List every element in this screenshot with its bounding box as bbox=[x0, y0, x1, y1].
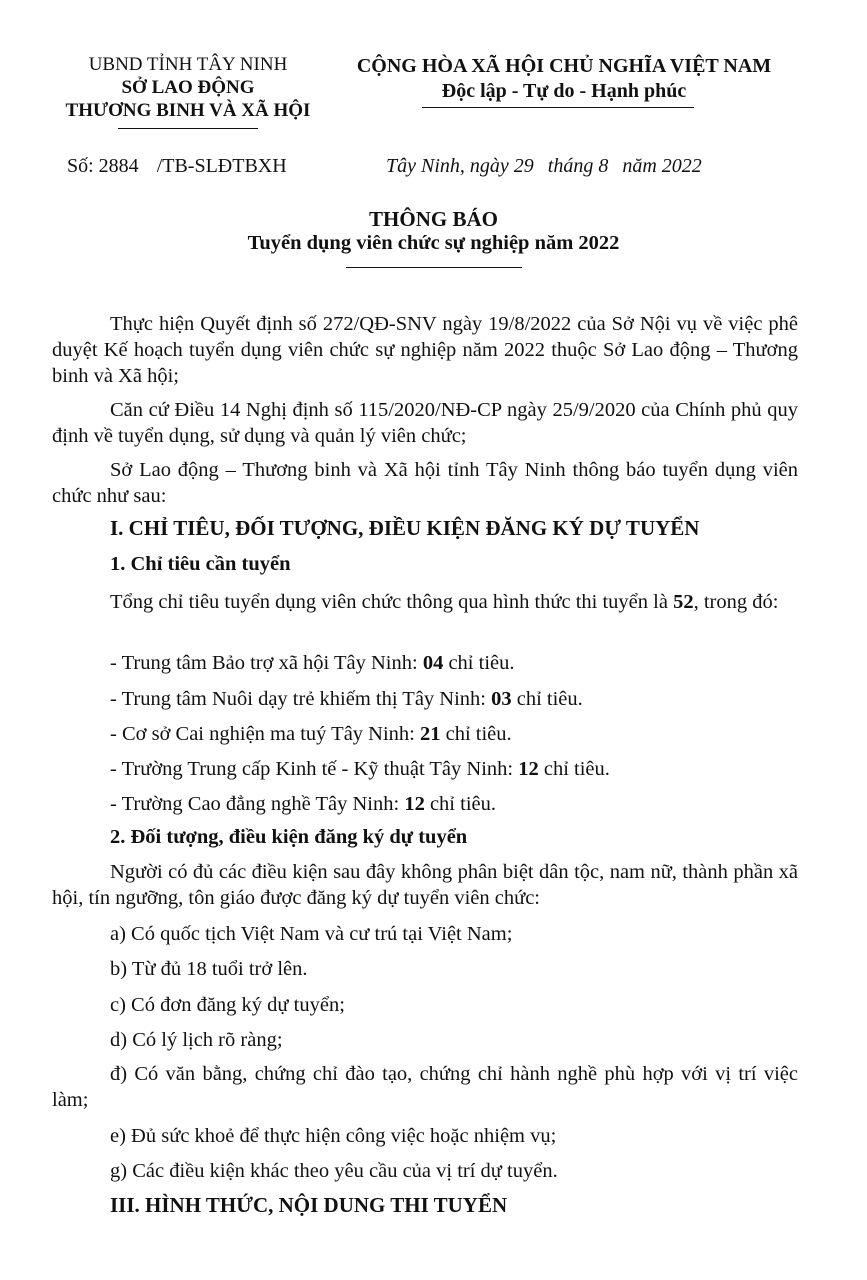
notice-subtitle: Tuyển dụng viên chức sự nghiệp năm 2022 bbox=[247, 232, 620, 254]
total-quota-value: 52 bbox=[673, 591, 694, 613]
agency-underline bbox=[118, 128, 258, 129]
section-3-heading: III. HÌNH THỨC, NỘI DUNG THI TUYỂN bbox=[110, 1193, 508, 1217]
intro-paragraph-1: Thực hiện Quyết định số 272/QĐ-SNV ngày 19/8/2022 của Sở Nội vụ về việc phê duyệt Kế hoạch tuyển dụng viên chức sự nghiệp năm 2022 thuộc Sở Lao động – Thương binh và Xã hội; bbox=[52, 313, 798, 387]
intro-paragraph-2: Căn cứ Điều 14 Nghị định số 115/2020/NĐ-CP ngày 25/9/2020 của Chính phủ quy định về tuyển dụng, sử dụng và quản lý viên chức; bbox=[52, 399, 798, 447]
document-date: Tây Ninh, ngày 29 tháng 8 năm 2022 bbox=[386, 155, 702, 177]
subsection-2-heading: 2. Đối tượng, điều kiện đăng ký dự tuyển bbox=[110, 826, 468, 848]
quota-item: - Trung tâm Bảo trợ xã hội Tây Ninh: 04 chỉ tiêu. bbox=[110, 652, 515, 674]
agency-parent: UBND TỈNH TÂY NINH bbox=[88, 54, 288, 75]
condition-item: e) Đủ sức khoẻ để thực hiện công việc hoặc nhiệm vụ; bbox=[110, 1125, 557, 1147]
intro-paragraph-3: Sở Lao động – Thương binh và Xã hội tỉnh Tây Ninh thông báo tuyển dụng viên chức như sau: bbox=[52, 459, 798, 507]
quota-item: - Cơ sở Cai nghiện ma tuý Tây Ninh: 21 chỉ tiêu. bbox=[110, 723, 512, 745]
total-quota-paragraph: Tổng chỉ tiêu tuyển dụng viên chức thông qua hình thức thi tuyển là 52, trong đó: bbox=[110, 591, 779, 613]
condition-item: d) Có lý lịch rõ ràng; bbox=[110, 1029, 283, 1051]
eligibility-intro: Người có đủ các điều kiện sau đây không phân biệt dân tộc, nam nữ, thành phần xã hội, tín ngưỡng, tôn giáo được đăng ký dự tuyển viên chức: bbox=[52, 861, 798, 909]
notice-title: THÔNG BÁO bbox=[369, 207, 498, 231]
condition-item: đ) Có văn bằng, chứng chỉ đào tạo, chứng chỉ hành nghề phù hợp với vị trí việc làm; bbox=[52, 1063, 798, 1111]
national-motto: Độc lập - Tự do - Hạnh phúc bbox=[441, 80, 687, 102]
condition-item: g) Các điều kiện khác theo yêu cầu của vị trí dự tuyển. bbox=[110, 1160, 558, 1182]
condition-item: c) Có đơn đăng ký dự tuyển; bbox=[110, 994, 345, 1016]
agency-name-line2: THƯƠNG BINH VÀ XÃ HỘI bbox=[65, 100, 311, 121]
nation-title: CỘNG HÒA XÃ HỘI CHỦ NGHĨA VIỆT NAM bbox=[356, 55, 772, 77]
quota-item: - Trung tâm Nuôi dạy trẻ khiếm thị Tây Ninh: 03 chỉ tiêu. bbox=[110, 688, 583, 710]
title-underline bbox=[346, 267, 522, 268]
condition-item: b) Từ đủ 18 tuổi trở lên. bbox=[110, 958, 308, 980]
subsection-1-heading: 1. Chỉ tiêu cần tuyển bbox=[110, 553, 291, 575]
agency-name-line1: SỞ LAO ĐỘNG bbox=[121, 77, 255, 98]
quota-item: - Trường Trung cấp Kinh tế - Kỹ thuật Tây Ninh: 12 chỉ tiêu. bbox=[110, 758, 610, 780]
document-number: Số: 2884 /TB-SLĐTBXH bbox=[67, 155, 287, 177]
quota-item: - Trường Cao đẳng nghề Tây Ninh: 12 chỉ tiêu. bbox=[110, 793, 496, 815]
section-1-heading: I. CHỈ TIÊU, ĐỐI TƯỢNG, ĐIỀU KIỆN ĐĂNG KÝ DỰ TUYỂN bbox=[110, 516, 700, 540]
motto-underline bbox=[422, 107, 694, 108]
condition-item: a) Có quốc tịch Việt Nam và cư trú tại Việt Nam; bbox=[110, 923, 513, 945]
